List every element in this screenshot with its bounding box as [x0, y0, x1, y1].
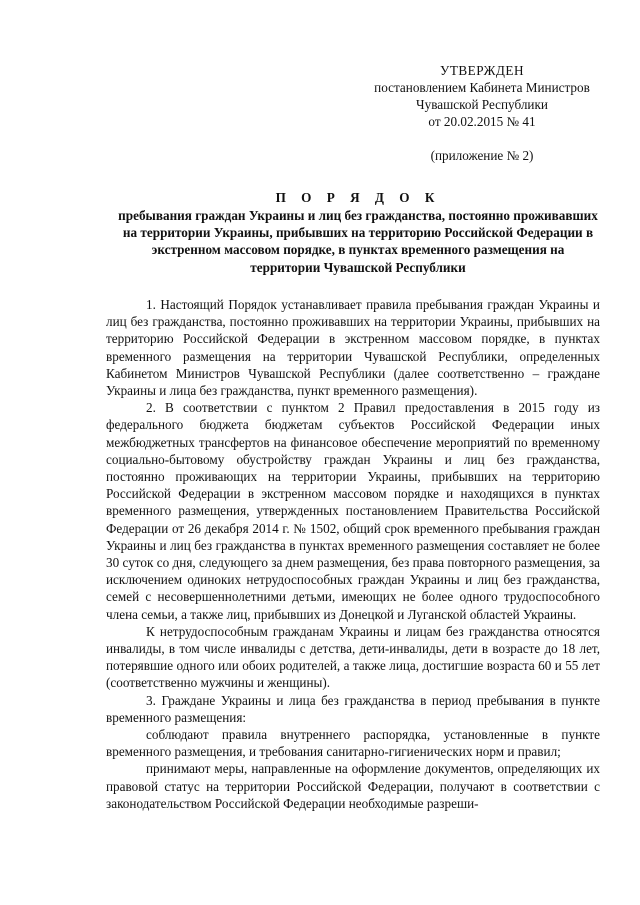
approval-line-3: от 20.02.2015 № 41: [428, 114, 536, 129]
approval-line-1: постановлением Кабинета Министров: [374, 80, 590, 95]
approval-line-2: Чувашской Республики: [416, 97, 548, 112]
paragraph-3: К нетрудоспособным гражданам Украины и лицам без гражданства относятся инвалиды, в том числе инвалиды с детства, дети-инвалиды, дети в возрасте до 18 лет, потерявшие одного или обоих родителей, а также лица, достигшие возраста 60 и 55 лет (соответственно мужчины и женщины).: [106, 623, 600, 691]
paragraph-4: 3. Граждане Украины и лица без гражданства в период пребывания в пункте временного размещения:: [106, 692, 600, 725]
appendix-note: (приложение № 2): [430, 148, 534, 163]
document-subtitle: пребывания граждан Украины и лиц без гражданства, постоянно проживавших на территории Украины, прибывших на территорию Российской Федерации в экстренном массовом порядке, в пунктах временного размещения на территории Чувашской Республики: [118, 208, 598, 275]
paragraph-5: соблюдают правила внутреннего распорядка, установленные в пункте временного размещения, и требования санитарно-гигиенических норм и правил;: [106, 727, 600, 760]
paragraph-1: 1. Настоящий Порядок устанавливает правила пребывания граждан Украины и лиц без гражданства, постоянно проживавших на территории Украины, прибывших на территорию Российской Федерации в экстренном массовом порядке, в пунктах временного размещения на территории Чувашской Республики, определенных Кабинетом Министров Чувашской Республики (далее соответственно – граждане Украины и лица без гражданства, пункт временного размещения).: [106, 297, 600, 399]
approval-heading: УТВЕРЖДЕН: [439, 63, 524, 78]
paragraph-2: 2. В соответствии с пунктом 2 Правил предоставления в 2015 году из федерального бюджета бюджетам субъектов Российской Федерации иных межбюджетных трансфертов на финансовое обеспечение мероприятий по временному социально-бытовому обустройству граждан Украины и лиц без гражданства, постоянно проживающих на территории Украины, прибывших на территорию Российской Федерации в экстренном массовом порядке и находящихся в пунктах временного размещения, утвержденных постановлением Правительства Российской Федерации от 26 декабря 2014 г. № 1502, общий срок временного пребывания граждан Украины и лиц без гражданства в пунктах временного размещения составляет не более 30 суток со дня, следующего за днем размещения, без права повторного размещения, за исключением одиноких нетрудоспособных граждан Украины и лиц без гражданства, семей с несовершеннолетними детьми, имеющих не более одного трудоспособного члена семьи, а также лиц, прибывших из Донецкой и Луганской областей Украины.: [106, 400, 600, 622]
document-title: П О Р Я Д О К: [275, 190, 441, 205]
approval-stamp: [360, 62, 604, 164]
paragraph-6: принимают меры, направленные на оформление документов, определяющих их правовой статус на территории Российской Федерации, получают в соответствии с законодательством Российской Федерации необходимые разреши-: [106, 761, 600, 811]
document-body: [106, 296, 600, 812]
